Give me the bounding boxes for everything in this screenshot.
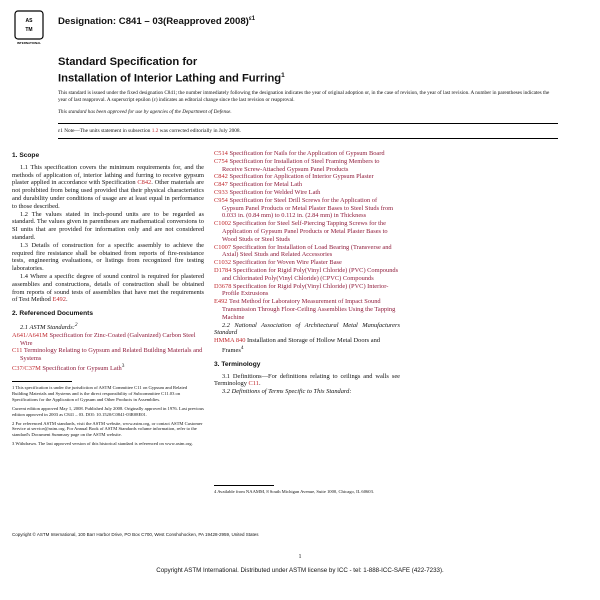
title-line1: Standard Specification for — [58, 56, 198, 68]
ref-item[interactable]: D3678 Specification for Rigid Poly(Vinyl Chloride) (PVC) Interior-Profile Extrusions — [214, 282, 389, 298]
intro-p1: This standard is issued under the fixed designation C841; the number immediately following the designation indicates the year of original adoption or, in the case of revision, the year of last revision. A number in parentheses indicates the year of last reapproval. A superscript epsilon (ε) indicates an editorial change since the last revision or reapproval. — [58, 90, 550, 103]
svg-text:AS: AS — [25, 18, 33, 24]
c842-link[interactable]: C842 — [137, 179, 152, 187]
title-sup: 1 — [281, 72, 285, 79]
license-footer: Copyright ASTM International. Distributed under ASTM license by ICC - tel: 1-888-ICC-SAFE (422-7233). — [156, 567, 444, 574]
footnote-3: 3 Withdrawn. The last approved version of this historical standard is referenced on www.astm.org. — [12, 441, 193, 447]
document-title — [58, 56, 558, 86]
ref-item[interactable]: C11 Terminology Relating to Gypsum and Related Building Materials and Systems — [12, 347, 203, 363]
divider — [58, 123, 558, 124]
designation — [58, 16, 255, 27]
astm-logo — [14, 10, 44, 46]
footnote-divider — [214, 485, 274, 486]
e492-link[interactable]: E492 — [52, 296, 66, 304]
right-footnotes — [214, 485, 400, 498]
designation-text: Designation: C841 – 03(Reapproved 2008) — [58, 16, 249, 28]
ref-item[interactable]: C933 Specification for Welded Wire Lath — [214, 188, 321, 196]
note-link[interactable]: 1.2 — [151, 128, 159, 134]
ref-item-hmma[interactable]: HMMA 840 Installation and Storage of Hollow Metal Doors and Frames$^4$ — [214, 337, 380, 355]
right-refs-list — [214, 150, 400, 322]
title-line2: Installation of Interior Lathing and Furring$^1$ — [58, 72, 285, 85]
left-column — [12, 150, 204, 450]
ref-item[interactable]: C514 Specification for Nails for the Application of Gypsum Board — [214, 150, 385, 157]
ref-item[interactable]: C954 Specification for Steel Drill Screws for the Application of Gypsum Panel Products or Metal Plaster Bases to Steel Studs from 0.033 in. (0.84 mm) to 0.112 in. (2.84 mm) in Thickness — [214, 196, 394, 220]
intro-block — [58, 90, 558, 120]
astm-standards-sub: 2.1 ASTM Standards:$^2$ — [20, 321, 78, 332]
ref-item[interactable]: E492 Test Method for Laboratory Measurement of Impact Sound Transmission Through Floor-Ceiling Assemblies Using the Tapping Machine — [214, 298, 396, 321]
scope-1-2: 1.2 The values stated in inch-pound units are to be regarded as standard. The values given in parentheses are mathematical conversions to SI units that are provided for information only and are not considered standard. — [12, 210, 204, 241]
refs-heading: 2. Referenced Documents — [12, 310, 93, 318]
terminology-heading: 3. Terminology — [214, 360, 261, 368]
footnote-1b: Current edition approved May 1, 2008. Published July 2008. Originally approved in 1976. Last previous edition approved in 2003 as C841 – 03. DOI: 10.1520/C0841-03R08E01. — [12, 405, 204, 417]
scope-1-3: 1.3 Details of construction for a specific assembly to achieve the required fire resistance shall be obtained from reports of fire-resistance tests, engineering evaluations, or listings from recognized fire testing laboratories. — [12, 241, 204, 273]
ref-item[interactable]: C847 Specification for Metal Lath — [214, 181, 303, 189]
scope-heading: 1. Scope — [12, 152, 40, 159]
editorial-note: ε1 Note—The units statement in subsection 1.2 was corrected editorially in July 2008. — [58, 128, 241, 134]
c11-link[interactable]: C11 — [248, 380, 259, 388]
right-column — [214, 150, 400, 396]
svg-text:INTERNATIONAL: INTERNATIONAL — [16, 41, 42, 45]
term-3-1: 3.1 Definitions—For definitions relating to ceilings and walls see Terminology C11. — [214, 372, 400, 388]
copyright-line: Copyright © ASTM International, 100 Barr Harbor Drive, PO Box C700, West Conshohocken, PA 19428-2959, United States — [12, 532, 259, 537]
left-refs-list — [12, 332, 204, 373]
ref-item[interactable]: C1002 Specification for Steel Self-Piercing Tapping Screws for the Application of Gypsum Panel Products or Metal Plaster Bases to Wood Studs or Steel Studs — [214, 220, 388, 243]
ref-item[interactable]: D1784 Specification for Rigid Poly(Vinyl Chloride) (PVC) Compounds and Chlorinated Poly(Vinyl Chloride) (CPVC) Compounds — [214, 266, 399, 282]
footnote-1: 1 This specification is under the jurisdiction of ASTM Committee C11 on Gypsum and Related Building Materials and Systems and is the direct responsibility of Subcommittee C11.03 on Specifications for the Application of Gypsum and Other Products in Assemblies. — [12, 384, 188, 402]
ref-item[interactable]: C1007 Specification for Installation of Load Bearing (Transverse and Axial) Steel Studs and Related Accessories — [214, 243, 392, 259]
footnote-2: 2 For referenced ASTM standards, visit the ASTM website, www.astm.org, or contact ASTM Customer Service at service@astm.org. For Annual Book of ASTM Standards volume information, refer to the standard's Document Summary page on the ASTM website. — [12, 420, 203, 438]
designation-sup: ε1 — [248, 16, 256, 22]
ref-item[interactable]: C842 Specification for Application of Interior Gypsum Plaster — [214, 173, 374, 181]
ref-item[interactable]: C1032 Specification for Woven Wire Plaster Base — [214, 259, 342, 267]
divider — [58, 138, 558, 139]
naamm-sub: 2.2 National Association of Architectural Metal Manufacturers Standard — [214, 321, 400, 337]
svg-text:TM: TM — [25, 27, 33, 33]
footnote-divider — [12, 381, 72, 382]
scope-1-4: 1.4 Where a specific degree of sound control is required for plastered assemblies and constructions, details of construction shall be obtained from reports of sound tests of assemblies that have met the requirements of Test Method E492. — [12, 272, 204, 304]
scope-1-1: 1.1 This specification covers the minimum requirements for, and the methods of application of, interior lathing and furring to receive gypsum plaster applied in accordance with Specification C842. Other materials are not prohibited from being used provided that their physical characteristics and durability under conditions of usage are at least equal in performance to those described. — [12, 163, 204, 210]
intro-p2: This standard has been approved for use by agencies of the Department of Defense. — [58, 108, 232, 115]
footnote-4: 4 Available from NAAMM, 8 South Michigan Avenue, Suite 1000, Chicago, IL 60603. — [214, 489, 375, 494]
page-number: 1 — [298, 554, 302, 560]
ref-item[interactable]: C37/C37M Specification for Gypsum Lath$^3$ — [12, 363, 125, 373]
term-3-2: 3.2 Definitions of Terms Specific to This Standard: — [222, 388, 352, 396]
ref-item[interactable]: C754 Specification for Installation of Steel Framing Members to Receive Screw-Attached Gypsum Panel Products — [214, 157, 380, 173]
ref-item[interactable]: A641/A641M Specification for Zinc-Coated (Galvanized) Carbon Steel Wire — [12, 331, 196, 347]
